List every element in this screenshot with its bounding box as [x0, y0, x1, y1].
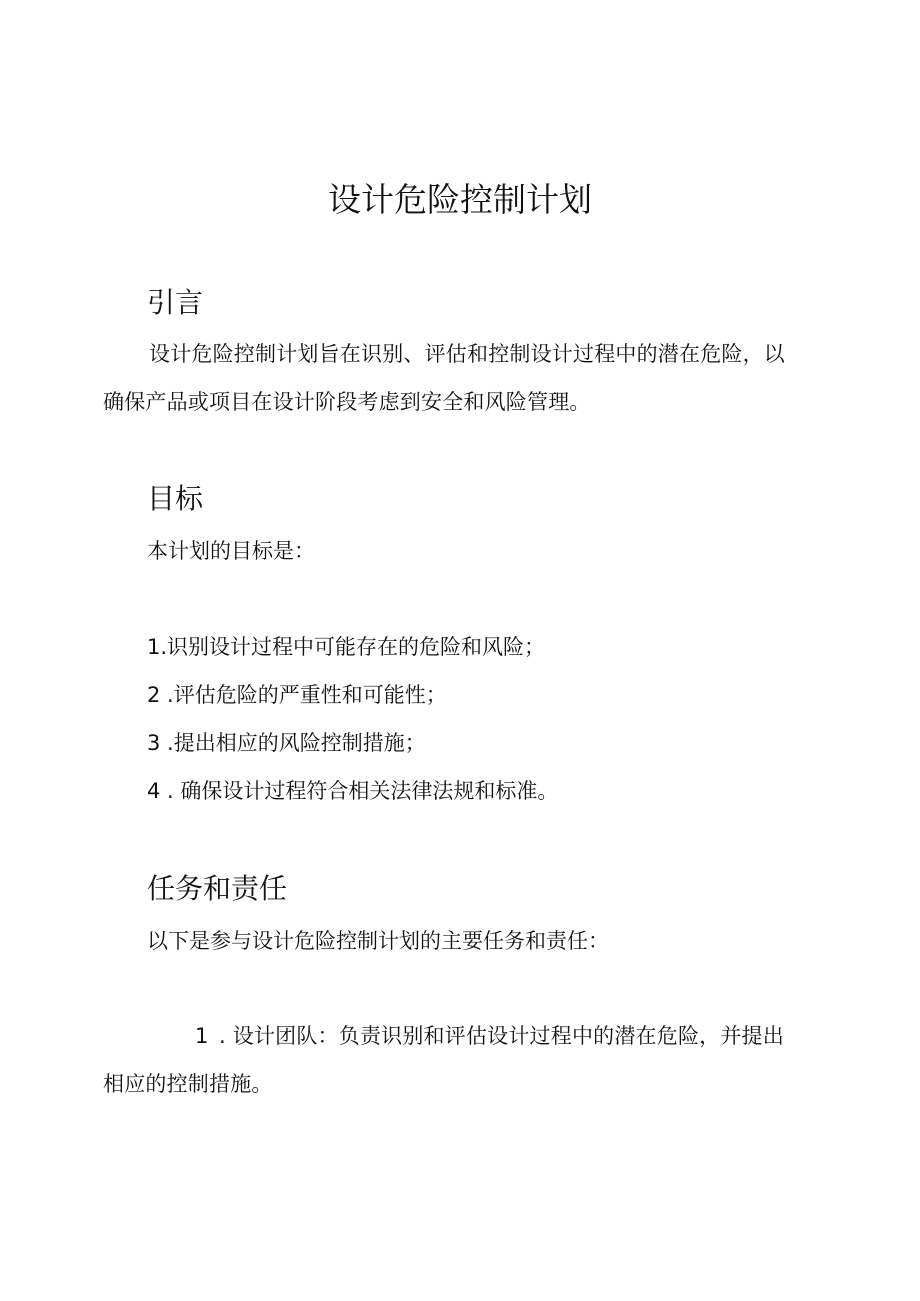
goal-item-number: 3 — [147, 731, 161, 755]
section-heading-goals: 目标 — [147, 482, 204, 515]
task-item-number: 1 — [195, 1024, 209, 1048]
goal-item-number: 2 — [147, 683, 161, 707]
goal-item-number: 4 — [147, 779, 161, 803]
tasks-lead: 以下是参与设计危险控制计划的主要任务和责任： — [147, 929, 609, 953]
goal-item-3 — [147, 728, 426, 758]
document-title: 设计危险控制计划 — [328, 180, 592, 219]
goal-item-text: .评估危险的严重性和可能性； — [160, 683, 447, 707]
section-heading-intro: 引言 — [147, 286, 204, 319]
task-item-1 — [103, 1012, 803, 1108]
goal-item-2 — [147, 680, 447, 710]
goal-item-text: .识别设计过程中可能存在的危险和风险； — [160, 635, 546, 659]
section-heading-tasks: 任务和责任 — [147, 872, 288, 905]
goal-item-1 — [147, 632, 545, 662]
goal-item-4 — [147, 776, 558, 806]
goals-lead: 本计划的目标是： — [147, 539, 315, 563]
goal-item-number: 1 — [147, 635, 161, 659]
task-item-text: . 设计团队：负责识别和评估设计过程中的潜在危险，并提出相应的控制措施。 — [103, 1024, 784, 1096]
goal-item-text: .提出相应的风险控制措施； — [160, 731, 426, 755]
intro-paragraph: 设计危险控制计划旨在识别、评估和控制设计过程中的潜在危险，以确保产品或项目在设计阶段考虑到安全和风险管理。 — [103, 342, 785, 414]
goal-item-text: . 确保设计过程符合相关法律法规和标准。 — [160, 779, 559, 803]
